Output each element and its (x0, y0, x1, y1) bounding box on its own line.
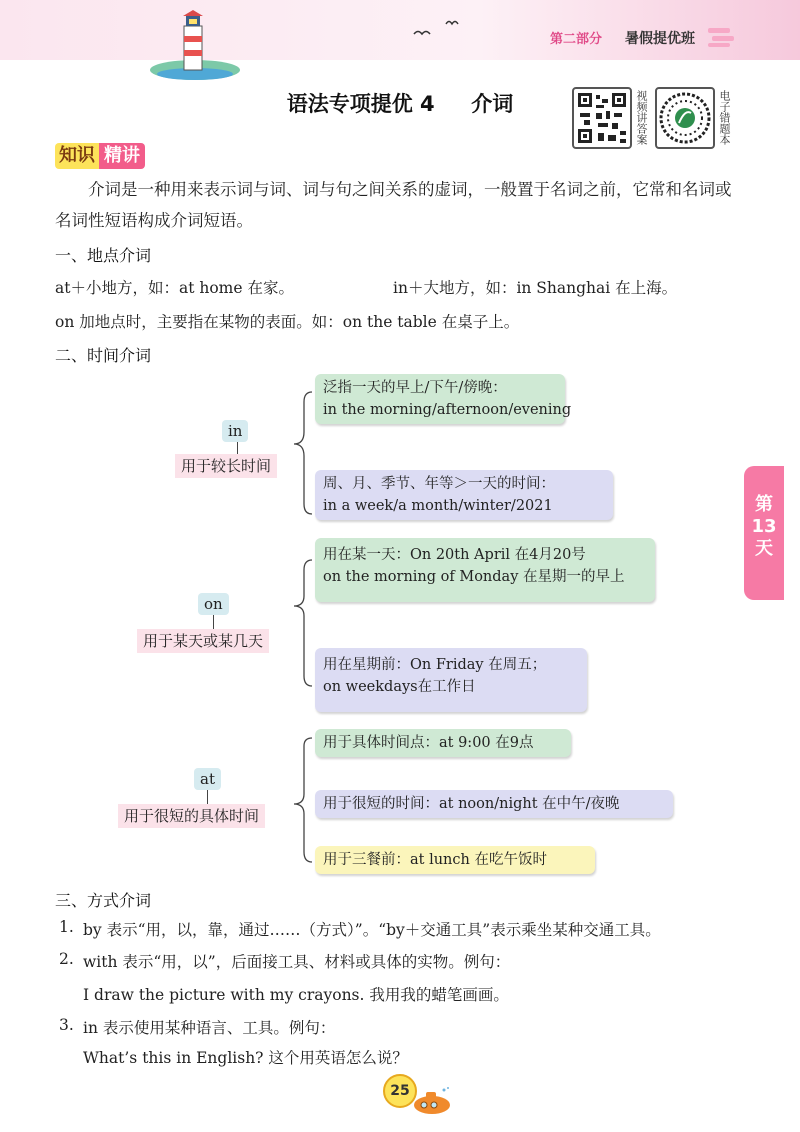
stem-line (237, 442, 238, 454)
intro-paragraph: 介词是一种用来表示词与词、词与句之间关系的虚词，一般置于名词之前，它常和名词或名词性短语构成介词短语。 (55, 180, 732, 230)
seagull-icon (413, 28, 431, 38)
box-in-2-line2: in a week/a month/winter/2021 (323, 498, 553, 514)
box-at-1 (315, 729, 571, 757)
manner-item-2-text: with 表示“用，以”，后面接工具、材料或具体的实物。例句： (83, 953, 511, 971)
header-class-name: 暑假提优班 (625, 31, 695, 47)
tree-braces (288, 384, 318, 866)
box-in-1 (315, 374, 572, 424)
badge-part2: 精讲 (99, 143, 145, 169)
usage-on: 用于某天或某几天 (137, 629, 269, 653)
lighthouse-icon (150, 10, 250, 80)
manner-item-3-num: 3. (59, 1016, 74, 1034)
heading-time: 二、时间介词 (55, 346, 152, 365)
manner-item-3-example: What’s this in English? 这个用英语怎么说？ (83, 1049, 408, 1067)
usage-in: 用于较长时间 (175, 454, 277, 478)
title-main: 语法专项提优 4 (286, 92, 435, 116)
box-at-2-line1: 用于很短的时间：at noon/night 在中午/夜晚 (323, 796, 620, 812)
box-at-3-line1: 用于三餐前：at lunch 在吃午饭时 (323, 852, 547, 868)
box-on-1-line2: on the morning of Monday 在星期一的早上 (323, 569, 625, 585)
place-line-in: in＋大地方，如：in Shanghai 在上海。 (393, 279, 678, 297)
box-at-2 (315, 790, 673, 818)
prep-word-in: in (222, 420, 248, 442)
box-on-1-line1: 用在某一天：On 20th April 在4月20号 (323, 547, 586, 563)
box-on-2 (315, 648, 587, 712)
prep-word-at: at (194, 768, 221, 790)
manner-item-2-num: 2. (59, 950, 74, 968)
place-line-on: on 加地点时，主要指在某物的表面。如：on the table 在桌子上。 (55, 313, 520, 331)
header-decoration-icon (706, 26, 736, 48)
heading-place: 一、地点介词 (55, 246, 152, 265)
prep-word-on: on (198, 593, 229, 615)
side-tab-l1: 第 (755, 494, 773, 515)
box-in-2-line1: 周、月、季节、年等＞一天的时间： (323, 476, 555, 492)
qr-code-video[interactable] (572, 87, 632, 149)
title-topic: 介词 (471, 92, 514, 116)
heading-manner: 三、方式介词 (55, 891, 152, 910)
box-in-1-line2: in the morning/afternoon/evening (323, 402, 572, 418)
manner-item-1-num: 1. (59, 918, 74, 936)
usage-at: 用于很短的具体时间 (118, 804, 265, 828)
qr-label-error-book: 电子错题本 (718, 90, 731, 145)
box-on-2-line2: on weekdays在工作日 (323, 679, 476, 695)
stem-line (213, 615, 214, 629)
place-line-at: at＋小地方，如：at home 在家。 (55, 279, 294, 297)
box-on-2-line1: 用在星期前：On Friday 在周五； (323, 657, 547, 673)
manner-item-2-example: I draw the picture with my crayons. 我用我的蜡笔画画。 (83, 986, 509, 1004)
header-part: 第二部分 (550, 32, 603, 47)
page-number: 25 (383, 1074, 417, 1108)
section-badge (55, 143, 145, 169)
side-tab-l3: 天 (755, 538, 773, 559)
stem-line (207, 790, 208, 804)
badge-part1: 知识 (55, 143, 99, 169)
submarine-icon (410, 1086, 454, 1116)
side-tab-l2: 13 (751, 516, 777, 537)
qr-label-video: 视频讲答案 (635, 90, 648, 145)
box-at-1-line1: 用于具体时间点：at 9:00 在9点 (323, 735, 534, 751)
day-side-tab (744, 466, 784, 600)
box-in-1-line1: 泛指一天的早上/下午/傍晚： (323, 380, 507, 396)
manner-item-3-text: in 表示使用某种语言、工具。例句： (83, 1019, 336, 1037)
box-on-1 (315, 538, 655, 602)
box-at-3 (315, 846, 595, 874)
box-in-2 (315, 470, 613, 520)
seagull-icon (445, 18, 459, 27)
manner-item-1-text: by 表示“用，以，靠，通过……（方式）”。“by＋交通工具”表示乘坐某种交通工具。 (83, 921, 661, 939)
qr-code-error-book[interactable] (655, 87, 715, 149)
